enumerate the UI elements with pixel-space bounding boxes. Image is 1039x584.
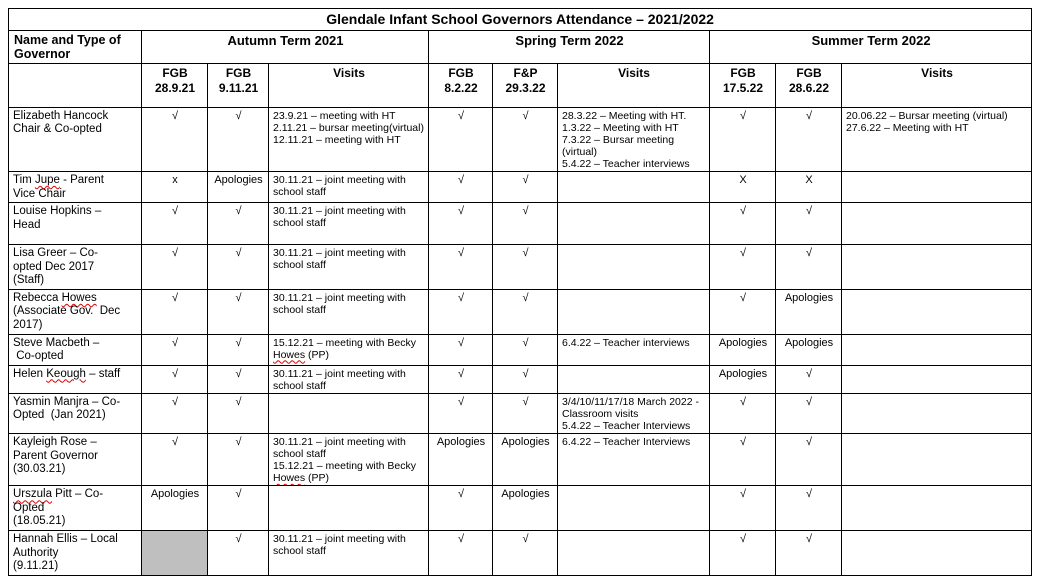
attendance-fgb-9-11-21: √ [208, 107, 269, 171]
header-fgb-9-11-21 [208, 63, 269, 107]
attendance-fgb-8-2-22: √ [429, 365, 493, 393]
header-summer-visits [842, 63, 1032, 107]
spring-visits [558, 530, 710, 575]
attendance-fgb-28-9-21: √ [142, 393, 208, 433]
spring-visits [558, 486, 710, 531]
visit-entry: 2.11.21 – bursar meeting(virtual) [273, 121, 424, 134]
attendance-fgb-9-11-21: √ [208, 434, 269, 486]
table-row [9, 530, 1032, 575]
autumn-visits [269, 365, 429, 393]
header-meeting-type: F&P [513, 65, 538, 80]
summer-visits [842, 365, 1032, 393]
attendance-fgb-28-6-22: √ [776, 365, 842, 393]
header-spring-term: Spring Term 2022 [429, 31, 710, 64]
table-row [9, 434, 1032, 486]
spring-visits [558, 172, 710, 203]
table-row [9, 334, 1032, 365]
spring-visits [558, 434, 710, 486]
governor-name: Hannah Ellis – Local Authority (9.11.21) [9, 530, 142, 575]
header-visits-label: Visits [921, 65, 953, 80]
autumn-visits [269, 107, 429, 171]
attendance-fgb-8-2-22: √ [429, 172, 493, 203]
autumn-visits [269, 203, 429, 245]
attendance-fgb-28-6-22: Apologies [776, 289, 842, 334]
attendance-fgb-28-6-22: √ [776, 245, 842, 290]
visit-entry: 6.4.22 – Teacher interviews [562, 336, 690, 349]
attendance-fp-29-3-22: √ [493, 289, 558, 334]
spring-visits [558, 365, 710, 393]
attendance-fgb-17-5-22: √ [710, 203, 776, 245]
table-row [9, 289, 1032, 334]
visit-entry: 30.11.21 – joint meeting with school staff [273, 247, 406, 272]
table-title: Glendale Infant School Governors Attendance – 2021/2022 [9, 9, 1032, 31]
attendance-fgb-8-2-22: √ [429, 530, 493, 575]
summer-visits [842, 434, 1032, 486]
table-row [9, 172, 1032, 203]
attendance-fgb-9-11-21: √ [208, 245, 269, 290]
attendance-fgb-28-6-22: X [776, 172, 842, 203]
attendance-fp-29-3-22: √ [493, 203, 558, 245]
attendance-fgb-28-6-22: √ [776, 203, 842, 245]
header-empty-cell [9, 63, 142, 107]
title-row [9, 9, 1032, 31]
attendance-fgb-8-2-22: √ [429, 107, 493, 171]
autumn-visits [269, 486, 429, 531]
term-header-row [9, 31, 1032, 64]
attendance-fgb-8-2-22: Apologies [429, 434, 493, 486]
attendance-fgb-28-6-22: √ [776, 107, 842, 171]
attendance-fgb-28-9-21: √ [142, 334, 208, 365]
summer-visits [842, 107, 1032, 171]
visit-entry: 27.6.22 – Meeting with HT [846, 121, 969, 134]
attendance-fp-29-3-22: Apologies [493, 486, 558, 531]
attendance-fp-29-3-22: √ [493, 172, 558, 203]
table-row [9, 393, 1032, 433]
table-row [9, 203, 1032, 245]
summer-visits [842, 289, 1032, 334]
summer-visits [842, 172, 1032, 203]
summer-visits [842, 393, 1032, 433]
header-fp-29-3-22 [493, 63, 558, 107]
visit-entry: 23.9.21 – meeting with HT [273, 109, 396, 122]
table-row [9, 365, 1032, 393]
visit-entry: 3/4/10/11/17/18 March 2022 - Classroom visits [562, 395, 699, 420]
governor-name: Rebecca Howes (Associate Gov. Dec 2017) [9, 289, 142, 334]
attendance-fgb-17-5-22: Apologies [710, 334, 776, 365]
spring-visits [558, 203, 710, 245]
attendance-fgb-9-11-21: √ [208, 365, 269, 393]
header-autumn-visits [269, 63, 429, 107]
attendance-fgb-28-6-22: √ [776, 530, 842, 575]
header-meeting-type: FGB [448, 65, 474, 80]
attendance-fgb-17-5-22: X [710, 172, 776, 203]
attendance-fgb-8-2-22: √ [429, 486, 493, 531]
summer-visits [842, 245, 1032, 290]
visit-entry: 15.12.21 – meeting with Becky Howes (PP) [273, 336, 417, 361]
header-meeting-type: FGB [225, 65, 252, 80]
header-autumn-term: Autumn Term 2021 [142, 31, 429, 64]
header-spring-visits [558, 63, 710, 107]
header-meeting-date: 28.9.21 [154, 80, 196, 95]
attendance-fgb-9-11-21: √ [208, 530, 269, 575]
table-row [9, 486, 1032, 531]
header-meeting-type: FGB [162, 65, 188, 80]
visit-entry: 20.06.22 – Bursar meeting (virtual) [846, 109, 1008, 122]
misspelled-word: Howes [273, 472, 306, 485]
attendance-fp-29-3-22: √ [493, 245, 558, 290]
attendance-fgb-17-5-22: √ [710, 486, 776, 531]
autumn-visits [269, 530, 429, 575]
header-visits-label: Visits [333, 65, 365, 80]
attendance-fgb-8-2-22: √ [429, 334, 493, 365]
header-meeting-date: 17.5.22 [722, 80, 764, 95]
governor-name: Kayleigh Rose – Parent Governor (30.03.21) [9, 434, 142, 486]
governor-name: Tim Jupe - Parent Vice Chair [9, 172, 142, 203]
attendance-fgb-8-2-22: √ [429, 245, 493, 290]
summer-visits [842, 530, 1032, 575]
attendance-fgb-28-9-21: √ [142, 203, 208, 245]
table-row [9, 107, 1032, 171]
header-meeting-type: FGB [730, 65, 756, 80]
attendance-fgb-28-9-21 [142, 530, 208, 575]
attendance-fgb-9-11-21: Apologies [208, 172, 269, 203]
header-fgb-28-9-21 [142, 63, 208, 107]
attendance-fgb-8-2-22: √ [429, 393, 493, 433]
visit-entry: 30.11.21 – joint meeting with school staff [273, 532, 406, 557]
attendance-fgb-9-11-21: √ [208, 203, 269, 245]
attendance-fgb-9-11-21: √ [208, 289, 269, 334]
header-fgb-17-5-22 [710, 63, 776, 107]
header-meeting-date: 28.6.22 [788, 80, 830, 95]
spring-visits [558, 245, 710, 290]
spring-visits [558, 289, 710, 334]
visit-entry: 5.4.22 – Teacher interviews [562, 158, 690, 170]
attendance-table [8, 8, 1032, 576]
attendance-fgb-28-6-22: √ [776, 393, 842, 433]
attendance-fgb-9-11-21: √ [208, 334, 269, 365]
header-fgb-28-6-22 [776, 63, 842, 107]
attendance-fgb-28-9-21: √ [142, 289, 208, 334]
governor-name: Urszula Pitt – Co- Opted (18.05.21) [9, 486, 142, 531]
attendance-fgb-28-6-22: Apologies [776, 334, 842, 365]
autumn-visits [269, 245, 429, 290]
visit-entry: 12.11.21 – meeting with HT [273, 133, 401, 146]
header-visits-label: Visits [618, 65, 650, 80]
header-fgb-8-2-22 [429, 63, 493, 107]
attendance-fgb-28-9-21: √ [142, 245, 208, 290]
date-header-row [9, 63, 1032, 107]
attendance-fgb-28-6-22: √ [776, 486, 842, 531]
attendance-fgb-17-5-22: √ [710, 434, 776, 486]
spring-visits [558, 107, 710, 171]
attendance-fgb-9-11-21: √ [208, 393, 269, 433]
attendance-fgb-8-2-22: √ [429, 203, 493, 245]
attendance-fp-29-3-22: √ [493, 393, 558, 433]
governor-name: Louise Hopkins – Head [9, 203, 142, 245]
governor-name: Yasmin Manjra – Co- Opted (Jan 2021) [9, 393, 142, 433]
spring-visits [558, 334, 710, 365]
visit-entry: 28.3.22 – Meeting with HT. [562, 109, 687, 122]
visit-entry: 30.11.21 – joint meeting with school staff [273, 291, 406, 316]
summer-visits [842, 334, 1032, 365]
attendance-fgb-17-5-22: √ [710, 530, 776, 575]
visit-entry: 30.11.21 – joint meeting with school staff [273, 436, 406, 461]
governor-name: Helen Keough – staff [9, 365, 142, 393]
attendance-fgb-28-9-21: Apologies [142, 486, 208, 531]
visit-entry: 6.4.22 – Teacher Interviews [562, 436, 691, 448]
attendance-fgb-28-9-21: √ [142, 365, 208, 393]
attendance-fgb-17-5-22: Apologies [710, 365, 776, 393]
attendance-fgb-28-9-21: x [142, 172, 208, 203]
attendance-fgb-17-5-22: √ [710, 393, 776, 433]
attendance-fp-29-3-22: √ [493, 107, 558, 171]
attendance-fp-29-3-22: √ [493, 365, 558, 393]
misspelled-word: Jupe [34, 174, 60, 187]
autumn-visits [269, 434, 429, 486]
attendance-fgb-17-5-22: √ [710, 289, 776, 334]
attendance-fgb-17-5-22: √ [710, 107, 776, 171]
autumn-visits [269, 172, 429, 203]
governor-name: Steve Macbeth – Co-opted [9, 334, 142, 365]
visit-entry: 15.12.21 – meeting with Becky Howes (PP) [273, 460, 417, 485]
attendance-fp-29-3-22: Apologies [493, 434, 558, 486]
autumn-visits [269, 289, 429, 334]
header-meeting-date: 9.11.21 [218, 80, 259, 95]
attendance-fp-29-3-22: √ [493, 530, 558, 575]
header-meeting-date: 8.2.22 [444, 80, 478, 95]
visit-entry: 1.3.22 – Meeting with HT [562, 121, 679, 134]
attendance-fgb-28-9-21: √ [142, 107, 208, 171]
visit-entry: 30.11.21 – joint meeting with school staff [273, 205, 406, 230]
summer-visits [842, 203, 1032, 245]
spring-visits [558, 393, 710, 433]
attendance-fgb-28-6-22: √ [776, 434, 842, 486]
attendance-fgb-17-5-22: √ [710, 245, 776, 290]
attendance-fgb-28-9-21: √ [142, 434, 208, 486]
header-meeting-type: FGB [796, 65, 822, 80]
autumn-visits [269, 393, 429, 433]
governors-tbody [9, 107, 1032, 575]
visit-entry: 5.4.22 – Teacher Interviews [562, 419, 691, 432]
governor-name: Elizabeth Hancock Chair & Co-opted [9, 107, 142, 171]
attendance-fgb-9-11-21: √ [208, 486, 269, 531]
summer-visits [842, 486, 1032, 531]
misspelled-word: Urszula [13, 488, 52, 501]
attendance-fp-29-3-22: √ [493, 334, 558, 365]
header-summer-term: Summer Term 2022 [710, 31, 1032, 64]
visit-entry: 30.11.21 – joint meeting with school staff [273, 174, 406, 199]
misspelled-word: Howes [61, 291, 97, 304]
autumn-visits [269, 334, 429, 365]
header-meeting-date: 29.3.22 [505, 80, 546, 95]
visit-entry: 7.3.22 – Bursar meeting (virtual) [562, 133, 675, 158]
governor-name: Lisa Greer – Co- opted Dec 2017 (Staff) [9, 245, 142, 290]
misspelled-word: Howes [273, 348, 306, 361]
header-name-and-type: Name and Type of Governor [9, 31, 142, 64]
attendance-fgb-8-2-22: √ [429, 289, 493, 334]
visit-entry: 30.11.21 – joint meeting with school staff [273, 367, 406, 392]
table-row [9, 245, 1032, 290]
misspelled-word: Keough [46, 367, 86, 380]
